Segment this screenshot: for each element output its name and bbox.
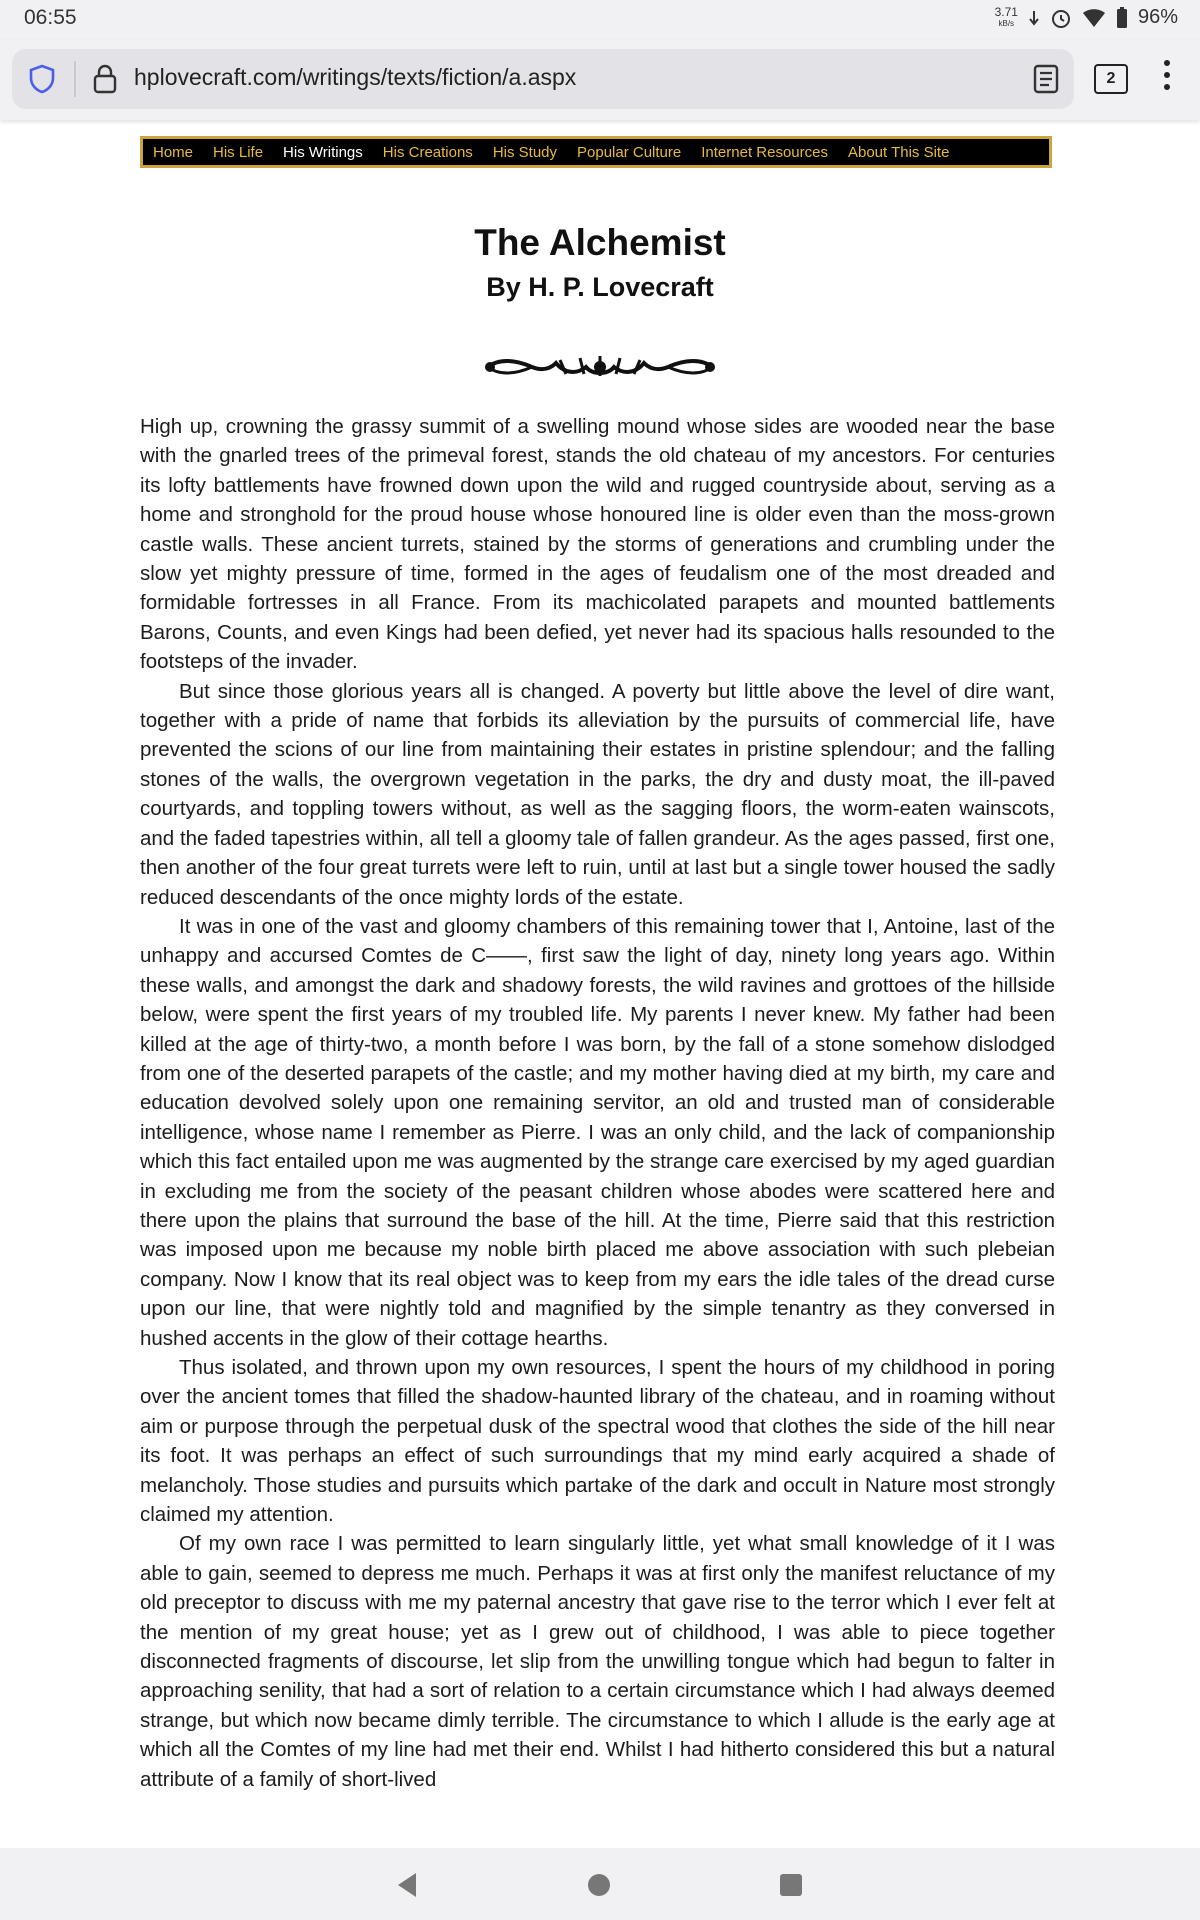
url-text[interactable]: hplovecraft.com/writings/texts/fiction/a.aspx	[134, 64, 577, 90]
battery-icon	[1116, 7, 1128, 29]
nav-home[interactable]: Home	[153, 143, 194, 161]
network-speed	[994, 4, 1018, 29]
nav-internet-resources[interactable]: Internet Resources	[701, 143, 828, 161]
ornament-divider-icon	[480, 352, 720, 382]
status-icons	[995, 6, 1178, 29]
download-arrow-icon	[1028, 9, 1040, 27]
battery-percent: 96%	[1137, 6, 1178, 28]
alarm-icon	[1050, 7, 1072, 29]
status-time: 06:55	[24, 6, 77, 29]
recents-icon[interactable]	[780, 1874, 802, 1896]
author-byline: By H. P. Lovecraft	[486, 272, 714, 302]
network-speed-value: 3.71	[994, 4, 1018, 19]
nav-his-life[interactable]: His Life	[213, 143, 264, 161]
nav-his-writings[interactable]: His Writings	[283, 143, 363, 161]
browser-toolbar	[0, 40, 1200, 120]
article-paragraph: Thus isolated, and thrown upon my own resources, I spent the hours of my childhood in poring over the ancient tomes that filled the shadow-haunted library of the chateau, and in roaming without aim or purpose through the perpetual dusk of the spectral wood that clothes the side of the hill near its foot. It was perhaps an effect of such surroundings that my mind early acquired a shade of melancholy. Those studies and pursuits which partake of the dark and occult in Nature most strongly claimed my attention.	[140, 1356, 1055, 1527]
nav-his-creations[interactable]: His Creations	[382, 143, 473, 161]
article-paragraph: It was in one of the vast and gloomy chambers of this remaining tower that I, Antoine, last of the unhappy and accursed Comtes de C——, first saw the light of day, ninety long years ago. Within these walls, and amongst the dark and shadowy forests, the wild ravines and grottoes of the hillside below, were spent the first years of my troubled life. My parents I never knew. My father had been killed at the age of thirty-two, a month before I was born, by the fall of a stone somehow dislodged from one of the deserted parapets of the castle; and my mother having died at my birth, my care and education devolved solely upon one remaining servitor, an old and trusted man of considerable intelligence, whose name I remember as Pierre. I was an only child, and the lack of companionship which this fact entailed upon me was augmented by the strange care exercised by my aged guardian in excluding me from the society of the peasant children whose abodes were scattered here and there upon the plains that surround the base of the hill. At the time, Pierre said that this restriction was imposed upon me because my noble birth placed me above association with such plebeian company. Now I know that its real object was to keep from my ears the idle tales of the dread curse upon our line, that were nightly told and magnified by the simple tenantry as they conversed in hushed accents in the glow of their cottage hearths.	[140, 914, 1055, 1350]
status-bar	[0, 0, 1200, 40]
system-nav-bar	[0, 1848, 1200, 1920]
network-speed-unit: kB/s	[998, 18, 1015, 28]
article-body	[140, 412, 1055, 1848]
reader-mode-icon[interactable]	[1032, 63, 1060, 95]
article-paragraph: But since those glorious years all is changed. A poverty but little above the level of dire want, together with a pride of name that forbids its alleviation by the pursuits of commercial life, have prevented the scions of our line from maintaining their estates in pristine splendour; and the falling stones of the walls, the overgrown vegetation in the parks, the dry and dusty moat, the ill-paved courtyards, and toppling towers without, as well as the sagging floors, the worm-eaten wainscots, and the faded tapestries within, all tell a gloomy tale of fallen grandeur. As the ages passed, first one, then another of the four great turrets were left to ruin, until at last but a single tower housed the sadly reduced descendants of the once mighty lords of the estate.	[140, 679, 1055, 909]
article-paragraph: High up, crowning the grassy summit of a swelling mound whose sides are wooded near the base with the gnarled trees of the primeval forest, stands the old chateau of my ancestors. For centuries its lofty battlements have frowned down upon the wild and rugged countryside about, serving as a home and stronghold for the proud house whose honoured line is older even than the moss-grown castle walls. These ancient turrets, stained by the storms of generations and crumbling under the slow yet mighty pressure of time, formed in the ages of feudalism one of the most dreaded and formidable fortresses in all France. From its machicolated parapets and mounted battlements Barons, Counts, and even Kings had been defied, yet never had its spacious halls resounded to the footsteps of the invader.	[140, 415, 1055, 674]
home-icon[interactable]	[588, 1874, 610, 1896]
site-nav	[140, 136, 1052, 168]
url-separator	[74, 61, 76, 97]
more-vert-icon[interactable]	[1164, 60, 1172, 96]
nav-his-study[interactable]: His Study	[492, 143, 558, 161]
page-title: The Alchemist	[474, 222, 726, 263]
back-icon[interactable]	[396, 1872, 418, 1898]
tab-counter-button[interactable]: 2	[1094, 64, 1128, 94]
nav-popular-culture[interactable]: Popular Culture	[577, 143, 682, 161]
url-bar[interactable]	[12, 49, 1074, 109]
lock-icon[interactable]	[90, 63, 120, 95]
nav-about-this-site[interactable]: About This Site	[847, 143, 950, 161]
article-paragraph: Of my own race I was permitted to learn singularly little, yet what small knowledge of it I was able to gain, seemed to depress me much. Perhaps it was at first only the manifest reluctance of my old preceptor to discuss with me my paternal ancestry that gave rise to the terror which I ever felt at the mention of my great house; yet as I grew out of childhood, I was able to piece together disconnected fragments of discourse, let slip from the unwilling tongue which had begun to falter in approaching senility, that had a sort of relation to a certain circumstance which I had always deemed strange, but which now became dimly terrible. The circumstance to which I allude is the early age at which all the Comtes of my line had met their end. Whilst I had hitherto considered this but a natural attribute of a family of short-lived	[140, 1532, 1055, 1791]
wifi-icon	[1082, 8, 1106, 28]
shield-icon[interactable]	[26, 63, 58, 95]
